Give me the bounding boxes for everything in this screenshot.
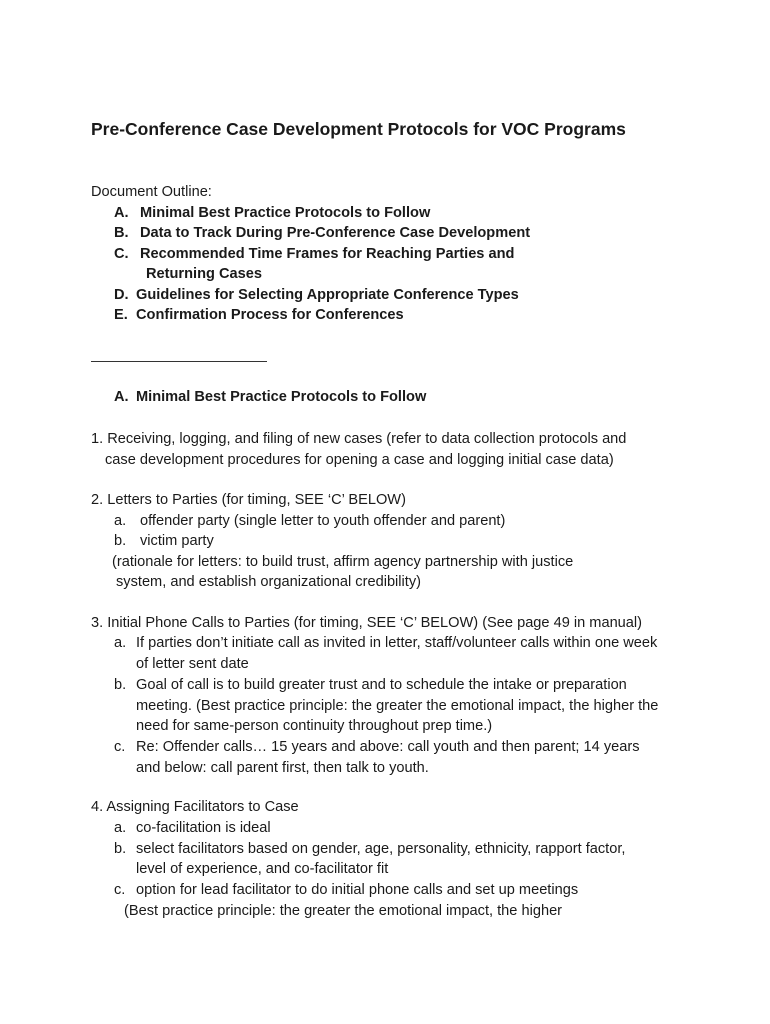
item-3-a [114, 634, 657, 652]
outline-item-c [114, 245, 514, 263]
item-3-a-line-2: of letter sent date [136, 656, 249, 672]
item-4-a [114, 819, 271, 837]
document-title: Pre-Conference Case Development Protocols for VOC Programs [91, 119, 626, 139]
item-1-line-1: 1. Receiving, logging, and filing of new cases (refer to data collection protocols and [91, 431, 627, 447]
outline-marker: B. [114, 225, 129, 241]
item-2-b [114, 532, 214, 550]
sub-text: option for lead facilitator to do initial phone calls and set up meetings [136, 882, 579, 898]
item-2-note-line-2: system, and establish organizational credibility) [116, 574, 421, 590]
outline-marker: A. [114, 205, 129, 221]
item-3-c [114, 738, 640, 756]
outline-item-d [114, 286, 519, 304]
item-4-heading: 4. Assigning Facilitators to Case [91, 799, 299, 815]
item-4-c [114, 881, 578, 899]
outline-item-text: Guidelines for Selecting Appropriate Conference Types [136, 287, 519, 303]
item-2-heading: 2. Letters to Parties (for timing, SEE ‘C’ BELOW) [91, 492, 406, 508]
sub-marker: c. [114, 882, 126, 898]
sub-marker: c. [114, 739, 126, 755]
item-3-b-line-3: need for same-person continuity throughout prep time.) [136, 718, 493, 734]
item-1-line-2: case development procedures for opening a case and logging initial case data) [105, 452, 614, 468]
section-a-heading [114, 388, 426, 406]
item-3-b [114, 676, 627, 694]
sub-marker: b. [114, 841, 127, 857]
sub-text: victim party [140, 533, 214, 549]
item-4-b [114, 840, 625, 858]
item-3-c-line-2: and below: call parent first, then talk to youth. [136, 760, 429, 776]
outline-marker: E. [114, 307, 128, 323]
section-title: Minimal Best Practice Protocols to Follow [136, 389, 427, 405]
sub-text: co-facilitation is ideal [136, 820, 271, 836]
item-4-b-line-2: level of experience, and co-facilitator fit [136, 861, 389, 877]
section-divider [91, 361, 267, 362]
outline-item-text: Confirmation Process for Conferences [136, 307, 404, 323]
outline-item-text: Minimal Best Practice Protocols to Follow [140, 205, 431, 221]
item-3-heading: 3. Initial Phone Calls to Parties (for timing, SEE ‘C’ BELOW) (See page 49 in manual) [91, 615, 643, 631]
item-2-a [114, 512, 505, 530]
outline-item-text: Recommended Time Frames for Reaching Parties and [140, 246, 515, 262]
sub-text: select facilitators based on gender, age, personality, ethnicity, rapport factor, [136, 841, 626, 857]
sub-text: offender party (single letter to youth offender and parent) [140, 513, 506, 529]
sub-text: Re: Offender calls… 15 years and above: call youth and then parent; 14 years [136, 739, 640, 755]
sub-marker: a. [114, 513, 127, 529]
item-2-note-line-1: (rationale for letters: to build trust, affirm agency partnership with justice [112, 554, 574, 570]
item-4-note-line-1: (Best practice principle: the greater the emotional impact, the higher [124, 903, 563, 919]
sub-text: Goal of call is to build greater trust and to schedule the intake or preparation [136, 677, 627, 693]
outline-item-c-continued: Returning Cases [146, 266, 262, 282]
outline-marker: C. [114, 246, 129, 262]
outline-item-text: Data to Track During Pre-Conference Case Development [140, 225, 531, 241]
sub-marker: b. [114, 677, 127, 693]
sub-text: If parties don’t initiate call as invited in letter, staff/volunteer calls within one week [136, 635, 658, 651]
section-marker: A. [114, 389, 129, 405]
outline-item-a [114, 204, 430, 222]
sub-marker: a. [114, 635, 127, 651]
outline-item-b [114, 224, 530, 242]
sub-marker: b. [114, 533, 127, 549]
item-3-b-line-2: meeting. (Best practice principle: the greater the emotional impact, the higher the [136, 698, 659, 714]
outline-marker: D. [114, 287, 129, 303]
sub-marker: a. [114, 820, 127, 836]
outline-item-e [114, 306, 404, 324]
outline-heading: Document Outline: [91, 184, 212, 200]
